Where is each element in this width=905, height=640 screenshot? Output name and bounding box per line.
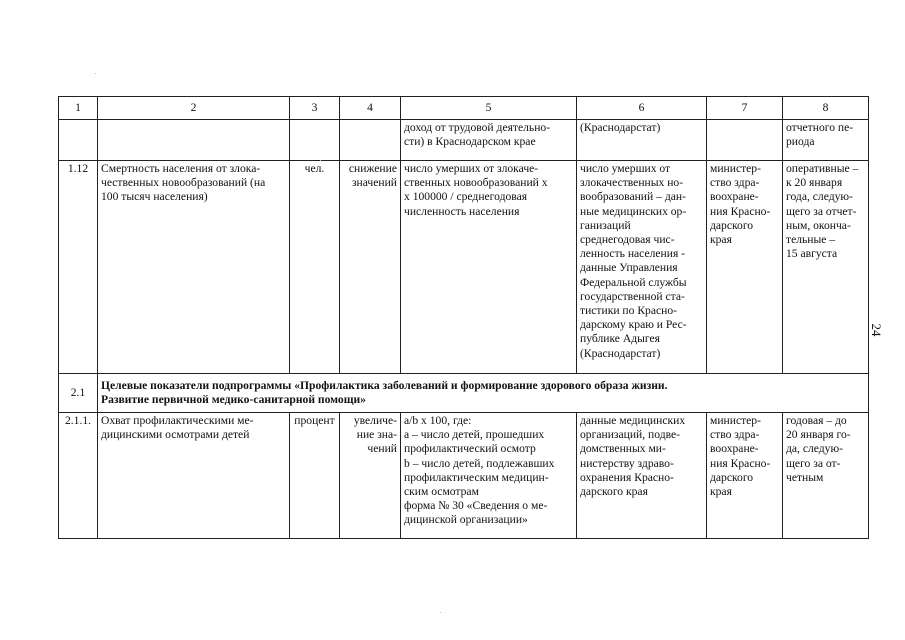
period-cell: оперативные – к 20 января года, следую- щего за отчет- ным, оконча- тельные – 15 августа (783, 161, 869, 374)
source-cell: (Краснодарстат) (577, 120, 707, 161)
responsible-cell: министер- ство здра- воохране- ния Красно- дарского края (707, 413, 783, 539)
indicators-table (58, 96, 869, 539)
header-cell: 5 (401, 97, 577, 120)
period-cell: годовая – до 20 января го- да, следую- щего за от- четным (783, 413, 869, 539)
header-cell: 1 (59, 97, 98, 120)
header-cell: 4 (340, 97, 401, 120)
row-number: 2.1.1. (59, 413, 98, 539)
continuation-row (59, 120, 869, 161)
indicator-name: Охват профилактическими ме- дицинскими осмотрами детей (98, 413, 290, 539)
scan-speck (95, 73, 96, 74)
section-title: Целевые показатели подпрограммы «Профилактика заболеваний и формирование здорового образа жизни. Развитие первичной медико-санитарной помощи» (98, 374, 869, 413)
scan-speck (320, 160, 321, 161)
table-header-row (59, 97, 869, 120)
responsible-cell: министер- ство здра- воохране- ния Красно- дарского края (707, 161, 783, 374)
scan-speck (440, 612, 441, 613)
source-cell: число умерших от злокачественных но- вообразований – дан- ные медицинских ор- ганизаций среднегодовая чис- ленность населения - данные Управления Федеральной службы государственной ста- тистики по Красно- дарскому краю и Рес- публике Адыгея (Краснодарстат) (577, 161, 707, 374)
header-cell: 2 (98, 97, 290, 120)
formula-cell: число умерших от злокаче- ственных новообразований x x 100000 / среднегодовая численность населения (401, 161, 577, 374)
indicator-name: Смертность населения от злока- чественных новообразований (на 100 тысяч населения) (98, 161, 290, 374)
unit-cell: процент (290, 413, 340, 539)
period-cell: отчетного пе- риода (783, 120, 869, 161)
page-number: 24 (869, 323, 884, 337)
header-cell: 7 (707, 97, 783, 120)
trend-cell: снижение значений (340, 161, 401, 374)
header-cell: 8 (783, 97, 869, 120)
table-row (59, 161, 869, 374)
trend-cell: увеличе- ние зна- чений (340, 413, 401, 539)
source-cell: данные медицинских организаций, подве- домственных ми- нистерству здраво- охранения Красно- дарского края (577, 413, 707, 539)
header-cell: 3 (290, 97, 340, 120)
unit-cell: чел. (290, 161, 340, 374)
section-row (59, 374, 869, 413)
section-number: 2.1 (59, 374, 98, 413)
row-number: 1.12 (59, 161, 98, 374)
formula-cell: доход от трудовой деятельно- сти) в Краснодарском крае (401, 120, 577, 161)
table-row (59, 413, 869, 539)
formula-cell: a/b x 100, где: a – число детей, прошедших профилактический осмотр b – число детей, подлежавших профилактическим медицин- ским осмотрам форма № 30 «Сведения о ме- дицинской организации» (401, 413, 577, 539)
header-cell: 6 (577, 97, 707, 120)
